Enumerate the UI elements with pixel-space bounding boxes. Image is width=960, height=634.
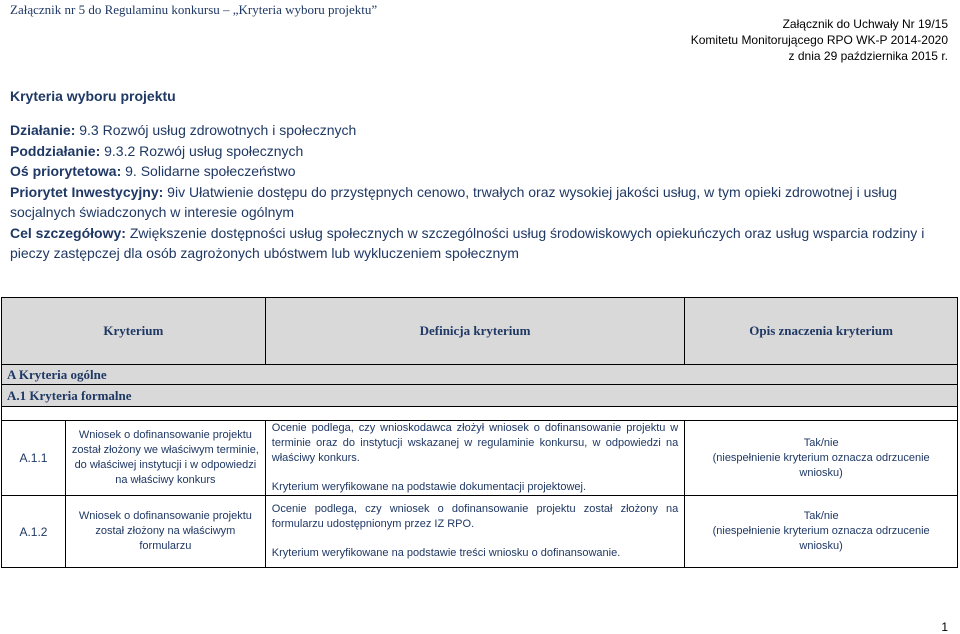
dzialanie-label: Działanie:: [10, 122, 76, 138]
resolution-reference: [691, 16, 948, 64]
section-a-label: A Kryteria ogólne: [2, 365, 958, 385]
priorytet-line: [10, 182, 955, 223]
criterion-name: Wniosek o dofinansowanie projektu został złożony na właściwym formularzu: [65, 496, 265, 568]
column-header-definicja: Definicja kryterium: [265, 298, 685, 365]
result-value: Tak/nie: [803, 510, 839, 522]
criterion-id: A.1.1: [2, 421, 66, 496]
dzialanie-value: 9.3 Rozwój usług zdrowotnych i społecznych: [79, 122, 357, 138]
table-row: [2, 421, 958, 496]
definition-text: Ocenie podlega, czy wniosek o dofinansowanie projektu został złożony na formularzu udostępnionym przez IZ RPO.: [271, 503, 679, 530]
spacer-row: [2, 407, 958, 421]
program-metadata: [10, 120, 955, 264]
poddzialanie-label: Poddziałanie:: [10, 142, 101, 159]
criterion-definition: [265, 421, 685, 496]
column-header-opis: Opis znaczenia kryterium: [685, 298, 958, 365]
dzialanie-line: [10, 120, 955, 141]
verification-text: Kryterium weryfikowane na podstawie treści wniosku o dofinansowanie.: [271, 547, 621, 559]
resolution-line: Komitetu Monitorującego RPO WK-P 2014-2020: [690, 33, 948, 47]
criterion-definition: [265, 496, 685, 568]
criteria-table: [1, 297, 958, 568]
resolution-line: Załącznik do Uchwały Nr 19/15: [782, 17, 948, 31]
section-row: [2, 385, 958, 407]
os-label: Oś priorytetowa:: [10, 163, 122, 179]
page-number: 1: [941, 620, 948, 634]
cel-line: [10, 223, 955, 264]
section-row: [2, 365, 958, 385]
priorytet-label: Priorytet Inwestycyjny:: [10, 183, 164, 200]
section-a1-label: A.1 Kryteria formalne: [2, 385, 958, 407]
os-line: [10, 161, 955, 182]
resolution-line: z dnia 29 października 2015 r.: [788, 49, 948, 63]
criterion-id: A.1.2: [2, 496, 66, 568]
result-note: (niespełnienie kryterium oznacza odrzucenie wniosku): [712, 525, 930, 552]
os-value: 9. Solidarne społeczeństwo: [125, 163, 296, 179]
poddzialanie-value: 9.3.2 Rozwój usług społecznych: [104, 142, 304, 159]
verification-text: Kryterium weryfikowane na podstawie dokumentacji projektowej.: [271, 481, 587, 493]
column-header-kryterium: Kryterium: [2, 298, 266, 365]
result-note: (niespełnienie kryterium oznacza odrzucenie wniosku): [712, 451, 930, 479]
definition-text: Ocenie podlega, czy wnioskodawca złożył wniosek o dofinansowanie projektu w terminie oraz do instytucji wskazanej w regulaminie konkursu, w odpowiedzi na właściwy konkurs.: [271, 422, 679, 464]
criterion-name: Wniosek o dofinansowanie projektu został złożony we właściwym terminie, do właściwej instytucji i w odpowiedzi na właściwy konkurs: [65, 421, 265, 496]
criterion-significance: [685, 421, 958, 496]
table-row: [2, 496, 958, 568]
criterion-significance: [685, 496, 958, 568]
poddzialanie-line: [10, 141, 955, 162]
document-attachment-title: Załącznik nr 5 do Regulaminu konkursu – „Kryteria wyboru projektu”: [10, 2, 378, 17]
priorytet-value: 9iv Ułatwienie dostępu do przystępnych cenowo, trwałych oraz wysokiej jakości usług, w tym opieki zdrowotnej i usług socjalnych świadczonych w interesie ogólnym: [10, 183, 898, 220]
cel-label: Cel szczegółowy:: [10, 224, 126, 241]
table-header-row: [2, 298, 958, 365]
page-title: Kryteria wyboru projektu: [10, 88, 176, 104]
result-value: Tak/nie: [803, 436, 839, 449]
spacer-cell: [2, 407, 958, 421]
cel-value: Zwiększenie dostępności usług społecznych w szczególności usług środowiskowych opiekuńczych oraz usług wsparcia rodziny i pieczy zastępczej dla osób zagrożonych ubóstwem lub wykluczeniem społecznym: [10, 224, 925, 261]
